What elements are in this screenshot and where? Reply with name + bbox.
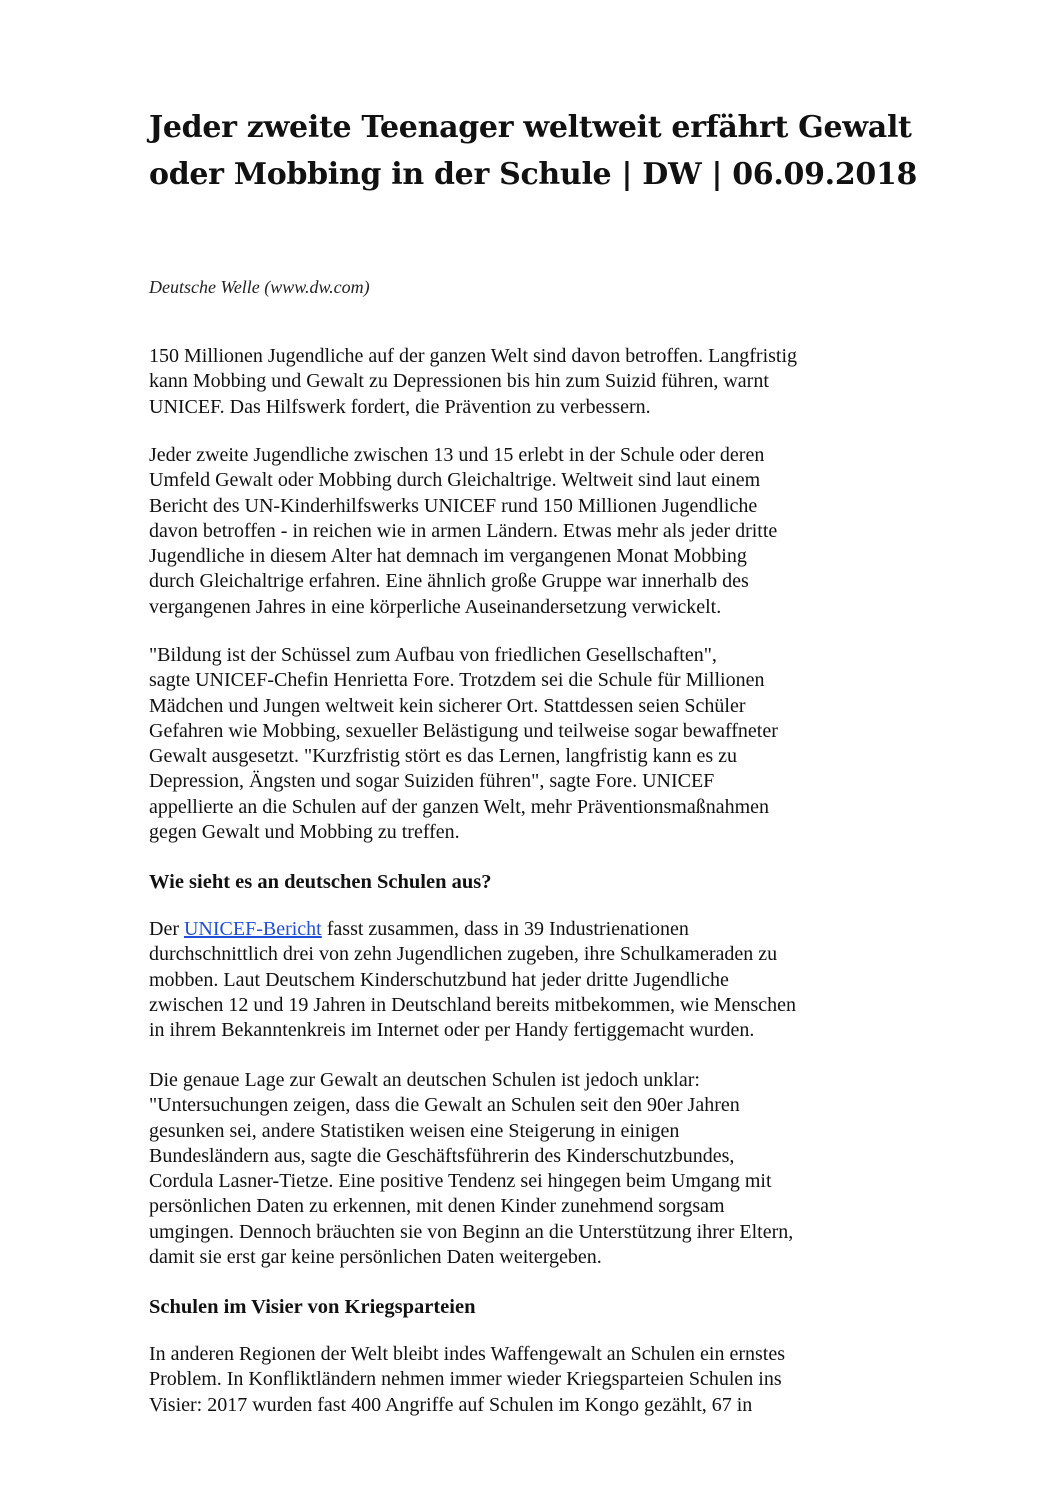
text-line: davon betroffen - in reichen wie in armen Ländern. Etwas mehr als jeder dritte bbox=[149, 519, 778, 542]
text-line: persönlichen Daten zu erkennen, mit denen Kinder zunehmend sorgsam bbox=[149, 1195, 725, 1218]
text-line: umgingen. Dennoch bräuchten sie von Beginn an die Unterstützung ihrer Eltern, bbox=[149, 1220, 794, 1243]
text-fragment: Der bbox=[149, 918, 184, 940]
text-line: UNICEF. Das Hilfswerk fordert, die Prävention zu verbessern. bbox=[149, 395, 651, 418]
text-line: kann Mobbing und Gewalt zu Depressionen bis hin zum Suizid führen, warnt bbox=[149, 370, 769, 393]
paragraph-6 bbox=[149, 1342, 919, 1418]
article-source: Deutsche Welle (www.dw.com) bbox=[149, 277, 370, 297]
article-title: Jeder zweite Teenager weltweit erfährt Gewalt oder Mobbing in der Schule | DW | 06.09.2018 bbox=[149, 110, 918, 192]
text-line: in ihrem Bekanntenkreis im Internet oder per Handy fertiggemacht wurden. bbox=[149, 1019, 755, 1042]
text-line: mobben. Laut Deutschem Kinderschutzbund hat jeder dritte Jugendliche bbox=[149, 968, 729, 991]
section-heading-german-schools: Wie sieht es an deutschen Schulen aus? bbox=[149, 871, 492, 893]
text-line: appellierte an die Schulen auf der ganzen Welt, mehr Präventionsmaßnahmen bbox=[149, 795, 770, 818]
text-line: gesunken sei, andere Statistiken weisen eine Steigerung in einigen bbox=[149, 1119, 680, 1142]
text-line: damit sie erst gar keine persönlichen Daten weitergeben. bbox=[149, 1246, 602, 1269]
text-line: Gefahren wie Mobbing, sexueller Belästigung und teilweise sogar bewaffneter bbox=[149, 719, 778, 742]
text-line: Jugendliche in diesem Alter hat demnach im vergangenen Monat Mobbing bbox=[149, 545, 747, 568]
paragraph-1 bbox=[149, 344, 919, 420]
text-line: In anderen Regionen der Welt bleibt indes Waffengewalt an Schulen ein ernstes bbox=[149, 1343, 786, 1365]
text-line: Umfeld Gewalt oder Mobbing durch Gleichaltrige. Weltweit sind laut einem bbox=[149, 469, 761, 492]
text-line: Die genaue Lage zur Gewalt an deutschen Schulen ist jedoch unklar: bbox=[149, 1069, 700, 1091]
text-line: durchschnittlich drei von zehn Jugendlichen zugeben, ihre Schulkameraden zu bbox=[149, 943, 778, 966]
text-line: Problem. In Konfliktländern nehmen immer wieder Kriegsparteien Schulen ins bbox=[149, 1368, 782, 1391]
text-line: Depression, Ängsten und sogar Suiziden führen", sagte Fore. UNICEF bbox=[149, 770, 715, 793]
text-line: zwischen 12 und 19 Jahren in Deutschland bereits mitbekommen, wie Menschen bbox=[149, 993, 797, 1016]
unicef-report-link[interactable]: UNICEF-Bericht bbox=[183, 918, 322, 940]
text-line: Mädchen und Jungen weltweit kein sicherer Ort. Stattdessen seien Schüler bbox=[149, 694, 746, 717]
text-line: Cordula Lasner-Tietze. Eine positive Tendenz sei hingegen beim Umgang mit bbox=[149, 1170, 772, 1193]
text-fragment: fasst zusammen, dass in 39 Industrienationen bbox=[321, 918, 689, 940]
section-heading-war-parties: Schulen im Visier von Kriegsparteien bbox=[149, 1296, 476, 1318]
text-line: vergangenen Jahres in eine körperliche Auseinandersetzung verwickelt. bbox=[149, 595, 722, 618]
paragraph-2 bbox=[149, 443, 919, 620]
text-line: gegen Gewalt und Mobbing zu treffen. bbox=[149, 821, 460, 844]
text-line: Visier: 2017 wurden fast 400 Angriffe auf Schulen im Kongo gezählt, 67 in bbox=[149, 1393, 753, 1416]
text-line: "Bildung ist der Schüssel zum Aufbau von friedlichen Gesellschaften", bbox=[149, 644, 717, 666]
text-line: "Untersuchungen zeigen, dass die Gewalt an Schulen seit den 90er Jahren bbox=[149, 1094, 740, 1117]
paragraph-3 bbox=[149, 643, 919, 845]
text-line: durch Gleichaltrige erfahren. Eine ähnlich große Gruppe war innerhalb des bbox=[149, 570, 749, 593]
text-line: 150 Millionen Jugendliche auf der ganzen Welt sind davon betroffen. Langfristig bbox=[149, 345, 798, 367]
text-line bbox=[149, 917, 919, 942]
text-line: sagte UNICEF-Chefin Henrietta Fore. Trotzdem sei die Schule für Millionen bbox=[149, 669, 765, 692]
text-line: Bundesländern aus, sagte die Geschäftsführerin des Kinderschutzbundes, bbox=[149, 1144, 735, 1167]
text-line: Bericht des UN-Kinderhilfswerks UNICEF rund 150 Millionen Jugendliche bbox=[149, 494, 758, 517]
paragraph-4 bbox=[149, 917, 919, 1043]
text-line: Jeder zweite Jugendliche zwischen 13 und 15 erlebt in der Schule oder deren bbox=[149, 444, 765, 466]
paragraph-5 bbox=[149, 1068, 919, 1270]
text-line: Gewalt ausgesetzt. "Kurzfristig stört es das Lernen, langfristig kann es zu bbox=[149, 745, 737, 768]
